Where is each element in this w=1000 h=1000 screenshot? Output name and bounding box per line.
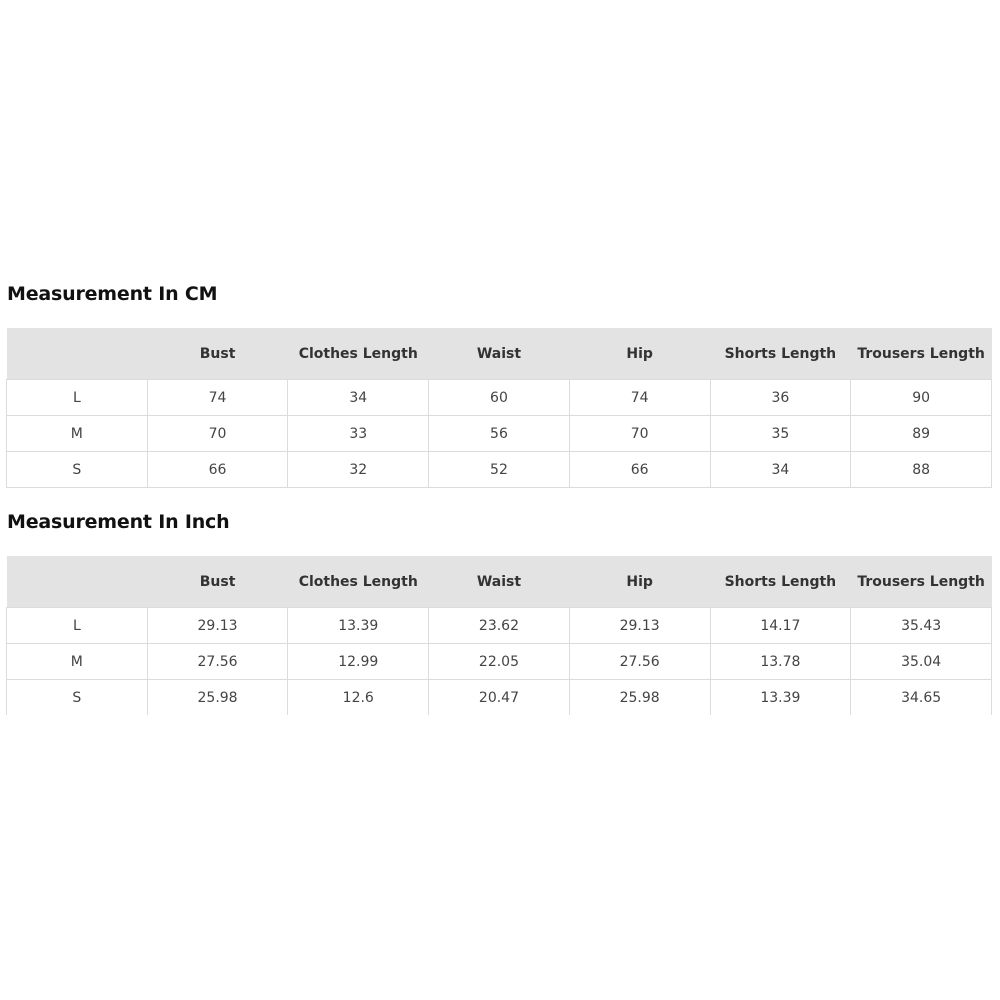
table-cell: 32 (288, 452, 429, 488)
table-cell: 20.47 (429, 680, 570, 716)
column-header-waist: Waist (429, 328, 570, 380)
table-cell: 29.13 (569, 608, 710, 644)
table-cell: 35.04 (851, 644, 992, 680)
section-title-inch: Measurement In Inch (7, 511, 230, 533)
column-header-trousers-length: Trousers Length (851, 556, 992, 608)
table-row (7, 452, 992, 488)
table-row (7, 608, 992, 644)
table-header-row (7, 328, 992, 380)
table-cell: 66 (147, 452, 288, 488)
column-header-bust: Bust (147, 556, 288, 608)
column-header-waist: Waist (429, 556, 570, 608)
size-label: S (7, 452, 148, 488)
table-cell: 13.78 (710, 644, 851, 680)
table-cell: 13.39 (710, 680, 851, 716)
table-cell: 66 (569, 452, 710, 488)
size-label: L (7, 608, 148, 644)
table-cell: 25.98 (147, 680, 288, 716)
column-header-trousers-length: Trousers Length (851, 328, 992, 380)
table-cell: 12.6 (288, 680, 429, 716)
column-header-size (7, 328, 148, 380)
table-cell: 33 (288, 416, 429, 452)
table-row (7, 380, 992, 416)
table-cell: 74 (147, 380, 288, 416)
table-cell: 27.56 (147, 644, 288, 680)
table-cell: 34 (288, 380, 429, 416)
table-row (7, 644, 992, 680)
size-label: L (7, 380, 148, 416)
table-cell: 22.05 (429, 644, 570, 680)
size-table-cm (6, 328, 992, 488)
table-cell: 29.13 (147, 608, 288, 644)
table-row (7, 416, 992, 452)
table-cell: 60 (429, 380, 570, 416)
table-row (7, 680, 992, 716)
table-cell: 74 (569, 380, 710, 416)
column-header-shorts-length: Shorts Length (710, 556, 851, 608)
table-cell: 27.56 (569, 644, 710, 680)
column-header-shorts-length: Shorts Length (710, 328, 851, 380)
table-cell: 23.62 (429, 608, 570, 644)
column-header-hip: Hip (569, 556, 710, 608)
table-cell: 36 (710, 380, 851, 416)
table-cell: 70 (569, 416, 710, 452)
table-cell: 34.65 (851, 680, 992, 716)
table-cell: 70 (147, 416, 288, 452)
size-label: M (7, 644, 148, 680)
table-header-row (7, 556, 992, 608)
column-header-size (7, 556, 148, 608)
table-cell: 12.99 (288, 644, 429, 680)
table-cell: 52 (429, 452, 570, 488)
table-cell: 35 (710, 416, 851, 452)
table-cell: 35.43 (851, 608, 992, 644)
table-cell: 90 (851, 380, 992, 416)
column-header-clothes-length: Clothes Length (288, 556, 429, 608)
column-header-hip: Hip (569, 328, 710, 380)
table-cell: 56 (429, 416, 570, 452)
column-header-bust: Bust (147, 328, 288, 380)
size-label: S (7, 680, 148, 716)
table-cell: 88 (851, 452, 992, 488)
table-cell: 25.98 (569, 680, 710, 716)
table-cell: 34 (710, 452, 851, 488)
column-header-clothes-length: Clothes Length (288, 328, 429, 380)
table-cell: 89 (851, 416, 992, 452)
size-table-inch (6, 556, 992, 715)
size-label: M (7, 416, 148, 452)
table-cell: 13.39 (288, 608, 429, 644)
section-title-cm: Measurement In CM (7, 283, 218, 305)
table-cell: 14.17 (710, 608, 851, 644)
